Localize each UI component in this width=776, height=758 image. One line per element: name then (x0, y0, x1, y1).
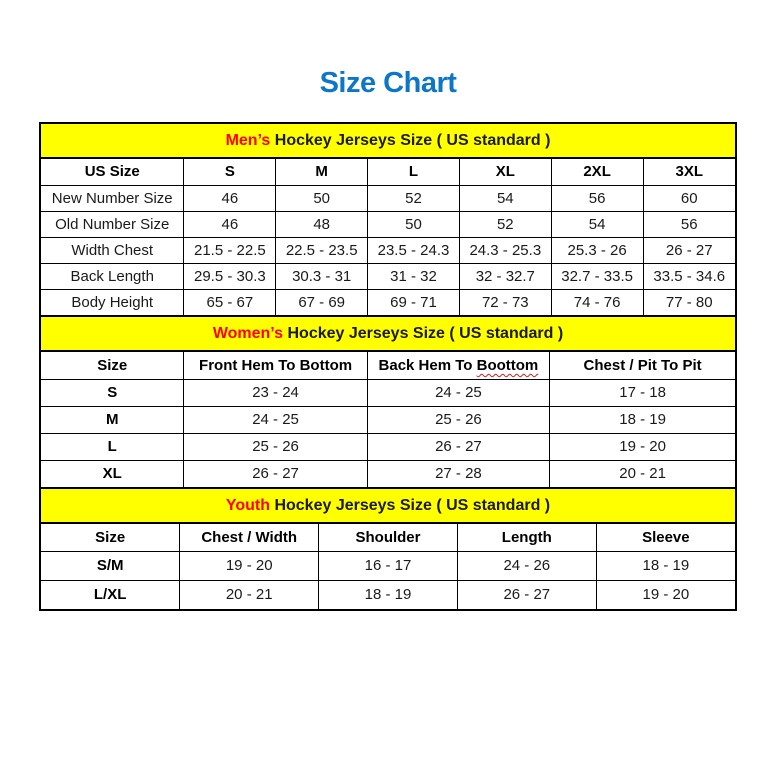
row-label: Width Chest (41, 237, 184, 263)
data-cell: 50 (368, 211, 460, 237)
column-header: Chest / Width (180, 524, 319, 551)
row-label: Back Length (41, 263, 184, 289)
data-cell: 65 - 67 (184, 289, 276, 315)
data-cell: 32 - 32.7 (459, 263, 551, 289)
table-row (41, 580, 735, 609)
row-label: L (41, 433, 184, 460)
data-cell: 24.3 - 25.3 (459, 237, 551, 263)
header-row (41, 159, 735, 185)
table-mens (41, 159, 735, 315)
column-header: US Size (41, 159, 184, 185)
column-header: 2XL (551, 159, 643, 185)
table-row (41, 263, 735, 289)
table-row (41, 185, 735, 211)
column-header: Shoulder (319, 524, 458, 551)
band-highlight: Men’s (225, 132, 271, 149)
data-cell: 69 - 71 (368, 289, 460, 315)
band-rest: Hockey Jerseys Size ( US standard ) (283, 325, 564, 342)
data-cell: 27 - 28 (367, 460, 550, 487)
data-cell: 18 - 19 (596, 551, 735, 580)
section-band-youth (41, 487, 735, 524)
data-cell: 46 (184, 211, 276, 237)
size-chart (39, 122, 737, 611)
header-row (41, 524, 735, 551)
data-cell: 50 (276, 185, 368, 211)
band-highlight: Women’s (212, 325, 284, 342)
row-label: Old Number Size (41, 211, 184, 237)
data-cell: 74 - 76 (551, 289, 643, 315)
table-row (41, 237, 735, 263)
data-cell: 19 - 20 (596, 580, 735, 609)
table-row (41, 551, 735, 580)
table-row (41, 460, 735, 487)
data-cell: 54 (459, 185, 551, 211)
column-header: Back Hem To Boottom (367, 352, 550, 379)
column-header: Size (41, 524, 180, 551)
data-cell: 24 - 25 (367, 379, 550, 406)
band-rest: Hockey Jerseys Size ( US standard ) (270, 497, 551, 514)
data-cell: 21.5 - 22.5 (184, 237, 276, 263)
data-cell: 60 (643, 185, 735, 211)
data-cell: 20 - 21 (550, 460, 735, 487)
column-header: Size (41, 352, 184, 379)
data-cell: 25 - 26 (184, 433, 367, 460)
data-cell: 24 - 26 (457, 551, 596, 580)
row-label: S (41, 379, 184, 406)
data-cell: 46 (184, 185, 276, 211)
data-cell: 54 (551, 211, 643, 237)
data-cell: 23 - 24 (184, 379, 367, 406)
data-cell: 77 - 80 (643, 289, 735, 315)
band-highlight: Youth (225, 497, 270, 514)
row-label: XL (41, 460, 184, 487)
table-row (41, 379, 735, 406)
data-cell: 31 - 32 (368, 263, 460, 289)
band-rest: Hockey Jerseys Size ( US standard ) (270, 132, 551, 149)
table-row (41, 289, 735, 315)
data-cell: 52 (368, 185, 460, 211)
data-cell: 18 - 19 (319, 580, 458, 609)
data-cell: 26 - 27 (643, 237, 735, 263)
section-band-mens (41, 124, 735, 159)
data-cell: 18 - 19 (550, 406, 735, 433)
data-cell: 32.7 - 33.5 (551, 263, 643, 289)
data-cell: 48 (276, 211, 368, 237)
header-row (41, 352, 735, 379)
size-chart-page (0, 66, 776, 611)
table-row (41, 211, 735, 237)
row-label: New Number Size (41, 185, 184, 211)
column-header: XL (459, 159, 551, 185)
data-cell: 20 - 21 (180, 580, 319, 609)
data-cell: 52 (459, 211, 551, 237)
data-cell: 17 - 18 (550, 379, 735, 406)
data-cell: 33.5 - 34.6 (643, 263, 735, 289)
data-cell: 25 - 26 (367, 406, 550, 433)
row-label: Body Height (41, 289, 184, 315)
data-cell: 26 - 27 (367, 433, 550, 460)
data-cell: 16 - 17 (319, 551, 458, 580)
table-row (41, 433, 735, 460)
column-header: M (276, 159, 368, 185)
data-cell: 29.5 - 30.3 (184, 263, 276, 289)
data-cell: 25.3 - 26 (551, 237, 643, 263)
section-band-womens (41, 315, 735, 352)
table-womens (41, 352, 735, 487)
data-cell: 56 (643, 211, 735, 237)
data-cell: 26 - 27 (457, 580, 596, 609)
data-cell: 24 - 25 (184, 406, 367, 433)
data-cell: 30.3 - 31 (276, 263, 368, 289)
column-header: Sleeve (596, 524, 735, 551)
data-cell: 23.5 - 24.3 (368, 237, 460, 263)
data-cell: 19 - 20 (550, 433, 735, 460)
misspelled-word: Boottom (476, 356, 539, 374)
data-cell: 56 (551, 185, 643, 211)
row-label: S/M (41, 551, 180, 580)
data-cell: 19 - 20 (180, 551, 319, 580)
data-cell: 67 - 69 (276, 289, 368, 315)
data-cell: 26 - 27 (184, 460, 367, 487)
column-header: L (368, 159, 460, 185)
column-header: Front Hem To Bottom (184, 352, 367, 379)
data-cell: 22.5 - 23.5 (276, 237, 368, 263)
column-header: Chest / Pit To Pit (550, 352, 735, 379)
table-row (41, 406, 735, 433)
row-label: M (41, 406, 184, 433)
table-youth (41, 524, 735, 609)
page-title: Size Chart (319, 67, 457, 99)
column-header: 3XL (643, 159, 735, 185)
row-label: L/XL (41, 580, 180, 609)
column-header: S (184, 159, 276, 185)
data-cell: 72 - 73 (459, 289, 551, 315)
column-header: Length (457, 524, 596, 551)
